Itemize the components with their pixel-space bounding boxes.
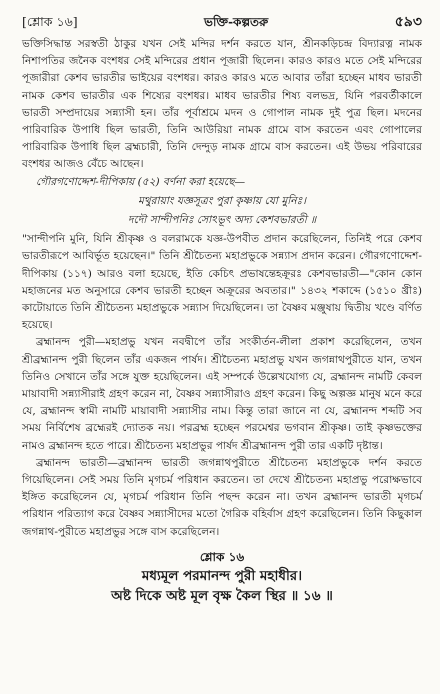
sloka-line-2: অষ্ট দিকে অষ্ট মূল বৃক্ষ কৈল স্থির ॥ ১৬ ॥	[111, 588, 333, 605]
paragraph-1: ভক্তিসিদ্ধান্ত সরস্বতী ঠাকুর যখন সেই মন্দির দর্শন করতে যান, শ্রীনকড়িচন্দ্র বিদ্যারত্ন নামক নিশাপতির জনৈক বংশধর সেই মন্দিরের প্রধান পূজারী ছিলেন। কারও কারও মতে সেই মন্দিরের পূজারীরা কেশব ভারতীর ভাইয়ের বংশধর। কারও কারও মতে আবার তাঁরা হচ্ছেন মাধব ভারতী নামক কেশব ভারতীর এক শিষ্যের বংশধর। মাধব ভারতীর শিষ্য বলভদ্র, যিনি পরবর্তীকালে ভারতী সম্প্রদায়ের সন্ন্যাসী হন। তাঁর পূর্বাশ্রমে মদন ও গোপাল নামক দুই পুত্র ছিল। মদনের পারিবারিক উপাধি ছিল ভারতী, তিনি আউরিয়া নামক গ্রামে বাস করতেন এবং গোপালের পারিবারিক উপাধি ছিল ব্রহ্মচারী, তিনি দেন্দুড় নামক গ্রামে বাস করতেন। এই উভয় পরিবারের বংশধর আজও বেঁচে আছেন।	[22, 38, 422, 171]
page-header	[22, 10, 422, 32]
citation-gauraganoddesha: গৌরগণোদ্দেশ-দীপিকায় (৫২) বর্ণনা করা হয়েছে—	[36, 175, 246, 188]
sanskrit-verse-line-2: দদৌ সান্দীপনিঃ সোঽভূৎ অদ্য কেশবভারতী ॥	[127, 214, 317, 227]
paragraph-brahmananda-bharati: ব্রহ্মানন্দ ভারতী—ব্রহ্মানন্দ ভারতী জগন্নাথপুরীতে শ্রীচৈতন্য মহাপ্রভুকে দর্শন করতে গিয়েছিলেন। সেই সময় তিনি মৃগচর্ম পরিধান করতেন। তা দেখে শ্রীচৈতন্য মহাপ্রভু পরোক্ষভাবে ইঙ্গিত করেছিলেন যে, মৃগচর্ম পরিধান তিনি পছন্দ করেন না। তখন ব্রহ্মানন্দ ভারতী মৃগচর্ম পরিধান পরিত্যাগ করে বৈষ্ণব সন্ন্যাসীদের মতো গৈরিক বহির্বাস গ্রহণ করেছিলেন। তিনি কিছুকাল জগন্নাথ-পুরীতে মহাপ্রভুর সঙ্গে বাস করেছিলেন।	[22, 456, 422, 538]
sloka-heading: শ্লোক ১৬	[199, 549, 245, 564]
sanskrit-verse-line-1: মথুরায়াং যজ্ঞসূত্রং পুরা কৃষ্ণায় যো মুনিঃ।	[137, 194, 307, 207]
header-book-title: ভক্তি-কল্পতরু	[204, 15, 269, 29]
paragraph-2: "সান্দীপনি মুনি, যিনি শ্রীকৃষ্ণ ও বলরামকে যজ্ঞ-উপবীত প্রদান করেছিলেন, তিনিই পরে কেশব ভারতীরূপে আবির্ভূত হয়েছেন।" তিনি শ্রীচৈতন্য মহাপ্রভুকে সন্ন্যাস প্রদান করেন। গৌরগণোদ্দেশ-দীপিকায় (১১৭) আরও বলা হয়েছে, ইতি কেচিৎ প্রভাষন্তেহক্রূরঃ কেশবভারতী—"কোন কোন মহাজনের মত অনুসারে কেশব ভারতী হচ্ছেন অক্রূরের অবতার।" ১৪৩২ শকাব্দে (১৫১০ খ্রীঃ) কাটোয়াতে তিনি শ্রীচৈতন্য মহাপ্রভুকে সন্ন্যাস দিয়েছিলেন। তা বৈষ্ণব মঞ্জুষায় দ্বিতীয় খণ্ডে বর্ণিত হয়েছে।	[22, 233, 422, 332]
sloka-line-1: মধ্যমূল পরমানন্দ পুরী মহাধীর।	[141, 568, 303, 585]
header-verse-ref: [শ্লোক ১৬]	[22, 14, 78, 29]
page-body	[22, 36, 422, 606]
page-number: ৫৯৩	[394, 14, 422, 30]
paragraph-brahmananda-puri: ব্রহ্মানন্দ পুরী—মহাপ্রভু যখন নবদ্বীপে তাঁর সংকীর্তন-লীলা প্রকাশ করেছিলেন, তখন শ্রীব্রহ্মানন্দ পুরী ছিলেন তাঁর একজন পার্ষদ। শ্রীচৈতন্য মহাপ্রভু যখন জগন্নাথপুরীতে যান, তখন তিনিও সেখানে তাঁর সঙ্গে যুক্ত হয়েছিলেন। এই সম্পর্কে উল্লেখযোগ্য যে, ব্রহ্মানন্দ নামটি কেবল মায়াবাদী সন্ন্যাসীরাই গ্রহণ করেন না, বৈষ্ণব সন্ন্যাসীরাও গ্রহণ করেন। কিছু অল্পজ্ঞ মানুষ মনে করে যে, ব্রহ্মানন্দ স্বামী নামটি মায়াবাদী সন্ন্যাসীর নাম। কিন্তু তারা জানে না যে, ব্রহ্মানন্দ শব্দটি সব সময় নির্বিশেষ ব্রহ্মেরই দ্যোতক নয়। পরব্রহ্ম হচ্ছেন পরমেশ্বর ভগবান শ্রীকৃষ্ণ। তাই কৃষ্ণভক্তের নামও ব্রহ্মানন্দ হতে পারে। শ্রীচৈতন্য মহাপ্রভুর পার্ষদ শ্রীব্রহ্মানন্দ পুরী তার একটি দৃষ্টান্ত।	[22, 336, 422, 452]
